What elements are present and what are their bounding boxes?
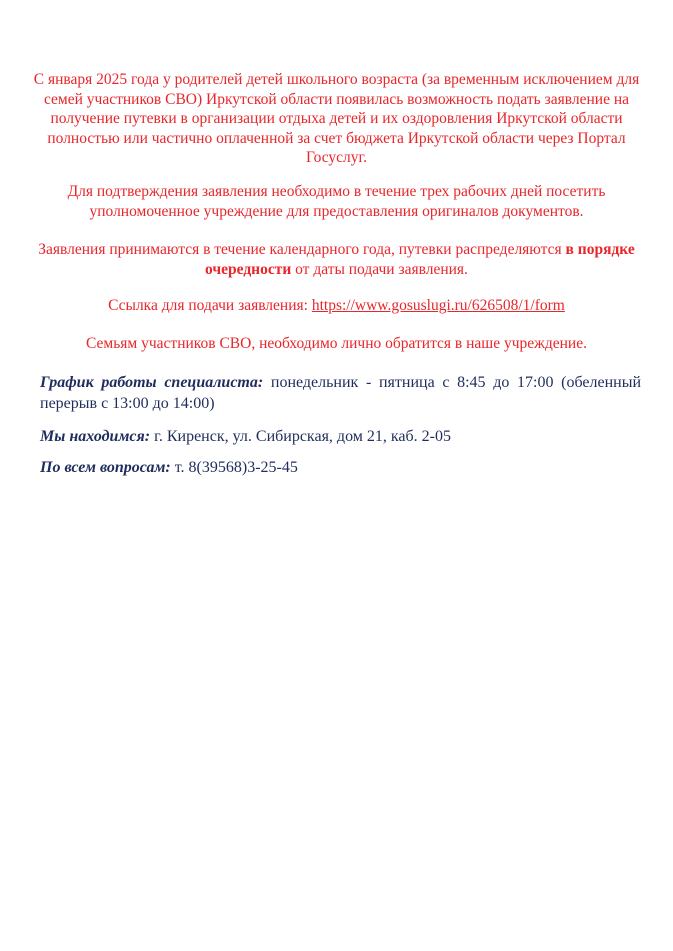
schedule-label: График работы специалиста:: [40, 374, 264, 391]
acceptance-text: Заявления принимаются в течение календарного года, путевки распределяются: [38, 241, 566, 258]
svo-families-paragraph: Семьям участников СВО, необходимо лично обратится в наше учреждение.: [86, 335, 587, 352]
acceptance-end: от даты подачи заявления.: [291, 260, 468, 278]
location-value: г. Киренск, ул. Сибирская, дом 21, каб. 2-05: [150, 428, 451, 445]
intro-paragraph: С января 2025 года у родителей детей школьного возраста (за временным исключением для семей участников СВО) Иркутской области появилась возможность подать заявление на получение путевки в организации отдыха детей и их оздоровления Иркутской области полностью или частично оплаченной за счет бюджета Иркутской области через Портал Госуслуг.: [33, 71, 640, 167]
queue-order-emphasis: в порядке очередности: [205, 241, 635, 278]
gosuslugi-link[interactable]: https://www.gosuslugi.ru/626508/1/form: [311, 297, 565, 314]
contact-line: [40, 457, 641, 478]
application-link-paragraph: [30, 296, 643, 316]
contact-value: т. 8(39568)3-25-45: [170, 459, 298, 476]
link-label: Ссылка для подачи заявления:: [108, 297, 312, 314]
location-label: Мы находимся:: [40, 428, 151, 445]
acceptance-paragraph: [30, 240, 643, 279]
schedule-line: [40, 372, 641, 414]
contact-label: По всем вопросам:: [40, 459, 171, 476]
location-line: [40, 426, 641, 447]
schedule-value: понедельник - пятница с 8:45 до 17:00 (обеленный перерыв с 13:00 до 14:00): [40, 374, 642, 412]
confirmation-paragraph: Для подтверждения заявления необходимо в течение трех рабочих дней посетить уполномоченное учреждение для предоставления оригиналов документов.: [67, 183, 606, 220]
